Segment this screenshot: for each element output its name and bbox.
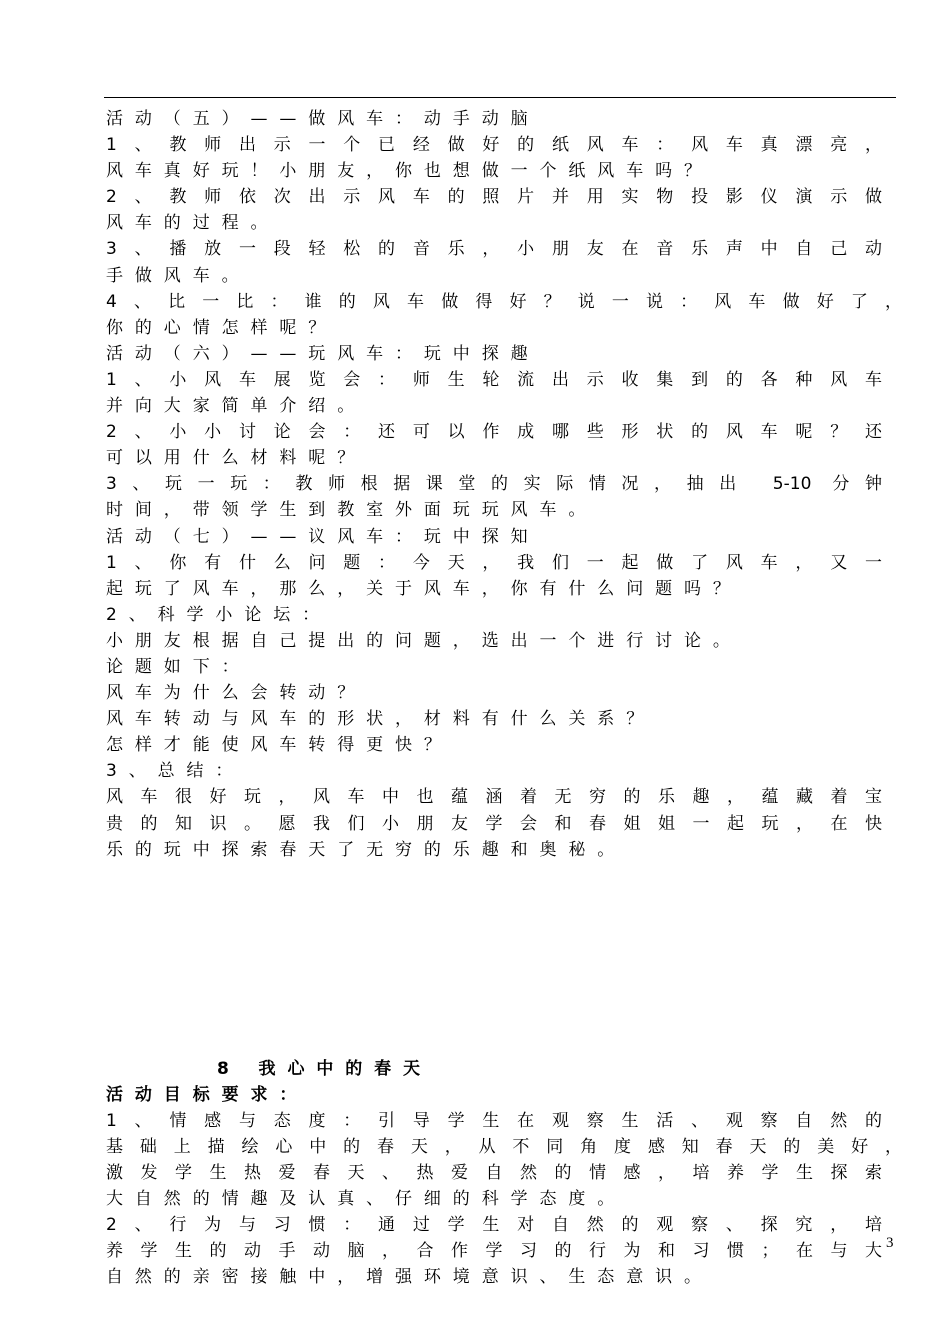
text-line: 2、小小讨论会：还可以作成哪些形状的风车呢？还 (106, 422, 882, 443)
text-line: 养学生的动手动脑，合作学习的行为和习惯；在与大 (106, 1241, 882, 1262)
section-activities (106, 106, 906, 863)
text-line: 贵的知识。愿我们小朋友学会和春姐姐一起玩，在快 (106, 813, 882, 834)
section-gap (106, 863, 906, 1056)
section-heading: 8 我心中的春天 (217, 1058, 432, 1079)
text-line: 1、小风车展览会：师生轮流出示收集到的各种风车 (106, 369, 882, 390)
text-line: 活动（六）——玩风车：玩中探趣 (106, 343, 540, 364)
text-line: 3、总结： (106, 761, 245, 782)
text-line: 时间，带领学生到教室外面玩玩风车。 (106, 500, 598, 521)
section-subheading: 活动目标要求： (106, 1084, 309, 1105)
text-line: 基础上描绘心中的春天，从不同角度感知春天的美好， (106, 1137, 902, 1157)
text-line: 活动（七）——议风车：玩中探知 (106, 526, 540, 547)
section-goals (106, 1108, 906, 1291)
text-line: 风车真好玩！小朋友，你也想做一个纸风车吗？ (106, 161, 713, 182)
text-line: 风车很好玩，风车中也蕴涵着无穷的乐趣，蕴藏着宝 (106, 787, 882, 808)
text-line: 起玩了风车，那么，关于风车，你有什么问题吗？ (106, 578, 742, 599)
text-line: 1、教师出示一个已经做好的纸风车：风车真漂亮， (106, 135, 882, 156)
text-line: 风车为什么会转动？ (106, 683, 367, 704)
text-line: 大自然的情趣及认真、仔细的科学态度。 (106, 1189, 627, 1210)
text-line: 激发学生热爱春天、热爱自然的情感，培养学生探索 (106, 1163, 882, 1184)
text-line: 1、你有什么问题：今天，我们一起做了风车，又一 (106, 552, 882, 573)
text-line: 3、玩一玩：教师根据课堂的实际情况，抽出 5-10 分钟 (106, 474, 882, 495)
text-line: 小朋友根据自己提出的问题，选出一个进行讨论。 (106, 630, 742, 651)
document-body (106, 106, 906, 1291)
text-line: 可以用什么材料呢？ (106, 448, 367, 469)
text-line: 风车转动与风车的形状，材料有什么关系？ (106, 709, 656, 730)
text-line: 4、比一比：谁的风车做得好？说一说：风车做好了， (106, 291, 902, 312)
text-line: 手做风车。 (106, 265, 251, 286)
text-line: 并向大家简单介绍。 (106, 396, 367, 417)
text-line: 风车的过程。 (106, 213, 280, 234)
text-line: 怎样才能使风车转得更快？ (106, 735, 453, 756)
header-rule (104, 97, 896, 98)
text-line: 论题如下： (106, 656, 251, 677)
text-line: 2、教师依次出示风车的照片并用实物投影仪演示做 (106, 187, 882, 208)
text-line: 1、情感与态度：引导学生在观察生活、观察自然的 (106, 1110, 882, 1131)
text-line: 3、播放一段轻松的音乐，小朋友在音乐声中自己动 (106, 239, 882, 260)
text-line: 2、行为与习惯：通过学生对自然的观察、探究，培 (106, 1215, 882, 1236)
text-line: 2、科学小论坛： (106, 604, 332, 625)
text-line: 乐的玩中探索春天了无穷的乐趣和奥秘。 (106, 839, 627, 860)
text-line: 自然的亲密接触中，增强环境意识、生态意识。 (106, 1267, 713, 1288)
page-number: 3 (886, 1235, 894, 1251)
text-line: 你的心情怎样呢？ (106, 317, 338, 338)
text-line: 活动（五）——做风车：动手动脑 (106, 109, 540, 129)
